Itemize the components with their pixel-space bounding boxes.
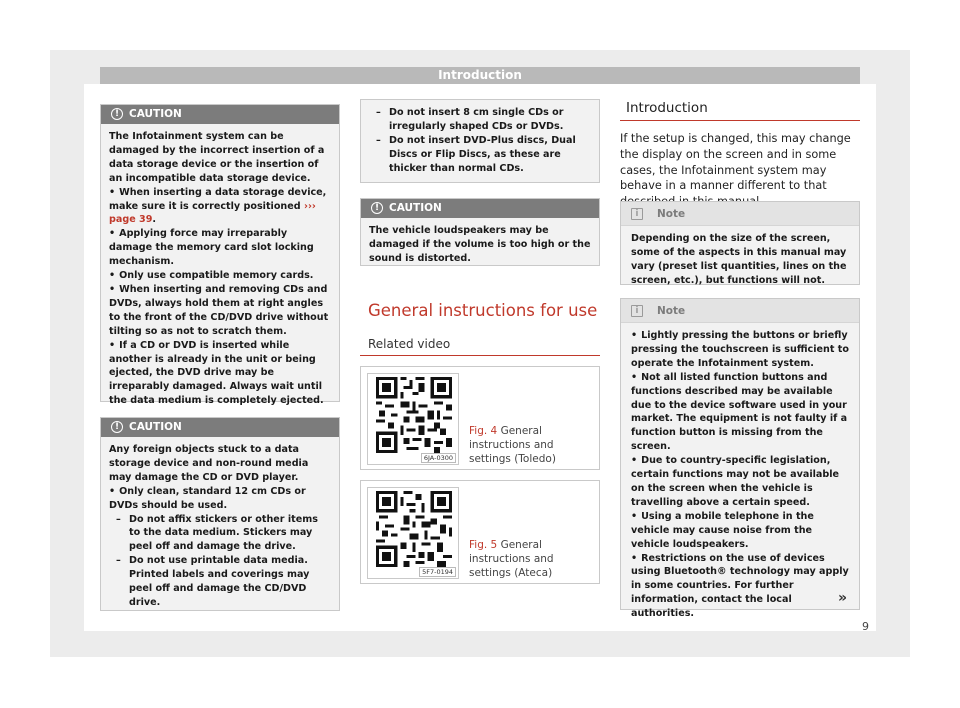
bullet-text: When inserting a data storage device, make sure it is correctly positioned xyxy=(109,186,327,212)
figure-caption-text: General instructions and settings (Ateca) xyxy=(469,539,554,579)
caution-body xyxy=(101,124,339,414)
caution-heading: CAUTION xyxy=(389,202,442,214)
caution-heading: CAUTION xyxy=(129,421,182,433)
bullet-end: . xyxy=(152,214,157,226)
caution-bullet: • Only clean, standard 12 cm CDs or DVDs should be used. xyxy=(109,485,331,513)
info-icon: i xyxy=(631,305,643,317)
warning-icon: ! xyxy=(371,202,383,214)
note-box-general xyxy=(620,298,860,620)
note-bullet: • Restrictions on the use of devices using Bluetooth® technology may apply in some countries. For further information, contact the local authorities. xyxy=(631,552,851,622)
figure-number: Fig. 4 xyxy=(469,425,498,437)
caution-dash-item: – Do not use printable data media. Printed labels and coverings may peel off and damage the CD/DVD drive. xyxy=(109,554,331,610)
caution-body xyxy=(361,218,599,272)
note-body xyxy=(621,323,859,627)
caution-intro: The Infotainment system can be damaged by the incorrect insertion of a data storage device or the insertion of an incompatible data storage device. xyxy=(109,131,325,184)
figure-tag: 6JA-0300 xyxy=(421,453,456,463)
continuation-body xyxy=(361,100,599,182)
figure-5 xyxy=(360,480,600,584)
caution-text: The vehicle loudspeakers may be damaged if the volume is too high or the sound is distorted. xyxy=(369,225,591,264)
page-39-link[interactable]: ››› page 39 xyxy=(109,200,316,226)
figure-caption xyxy=(469,424,594,466)
note-bullet: • Due to country-specific legislation, certain functions may not be available on the screen when the vehicle is travelling above a certain speed. xyxy=(631,454,851,510)
note-header xyxy=(621,202,859,226)
qr-code-frame xyxy=(367,487,459,579)
caution-dash-item: – Do not insert 8 cm single CDs or irregularly shaped CDs or DVDs. xyxy=(369,106,591,134)
introduction-text: If the setup is changed, this may change the display on the screen and in some cases, the Infotainment system may behave in a manner different to that xyxy=(620,132,851,193)
section-title-general: General instructions for use xyxy=(368,301,598,320)
section-title-introduction: Introduction xyxy=(626,100,708,116)
warning-icon: ! xyxy=(111,108,123,120)
caution-header xyxy=(101,105,339,124)
caution-intro: Any foreign objects stuck to a data storage device and non-round media may damage the CD or DVD player. xyxy=(109,444,309,483)
caution-box-data-storage xyxy=(100,104,340,407)
note-text: Depending on the size of the screen, some of the aspects in this manual may vary (preset list quantities, lines on the screen, etc.), but functions will not. xyxy=(631,233,847,286)
caution-dash-item: – Do not affix stickers or other items to the data medium. Stickers may peel off and damage the drive. xyxy=(109,513,331,555)
note-body xyxy=(621,226,859,294)
figure-caption-text: General instructions and settings (Toledo) xyxy=(469,425,556,465)
warning-icon: ! xyxy=(111,421,123,433)
note-heading: Note xyxy=(657,208,686,220)
caution-header xyxy=(101,418,339,437)
qr-code-icon[interactable] xyxy=(376,377,452,453)
note-heading: Note xyxy=(657,305,686,317)
section-rule xyxy=(360,355,600,356)
qr-code-icon[interactable] xyxy=(376,491,452,567)
page-header: Introduction xyxy=(100,67,860,84)
qr-code-frame xyxy=(367,373,459,465)
figure-4 xyxy=(360,366,600,470)
caution-heading: CAUTION xyxy=(129,108,182,120)
info-icon: i xyxy=(631,208,643,220)
caution-bullet xyxy=(109,186,331,228)
page-number: 9 xyxy=(862,620,869,633)
caution-dash-item: – Do not insert DVD-Plus discs, Dual Discs or Flip Discs, as these are thicker than normal CDs. xyxy=(369,134,591,176)
caution-bullet: • If a CD or DVD is inserted while another is already in the unit or being ejected, the DVD drive may be irreparably damaged. Always wait until the data medium is completely ejected. xyxy=(109,339,331,409)
figure-tag: 5F7-0194 xyxy=(419,567,456,577)
caution-bullet: • When inserting and removing CDs and DVDs, always hold them at right angles to the front of the CD/DVD drive without tilting so as not to scratch them. xyxy=(109,283,331,339)
caution-bullet: • Only use compatible memory cards. xyxy=(109,269,331,283)
caution-continuation-box xyxy=(360,99,600,183)
caution-bullet: • Applying force may irreparably damage the memory card slot locking mechanism. xyxy=(109,227,331,269)
note-box-screen-size xyxy=(620,201,860,285)
caution-box-foreign-objects xyxy=(100,417,340,611)
note-bullet: • Using a mobile telephone in the vehicle may cause noise from the vehicle loudspeakers. xyxy=(631,510,851,552)
caution-box-loudspeakers xyxy=(360,198,600,266)
continue-arrow-icon: » xyxy=(838,590,848,606)
section-rule xyxy=(620,120,860,121)
caution-header xyxy=(361,199,599,218)
note-bullet: • Not all listed function buttons and functions described may be available due to the device software used in your market. The equipment is not faulty if a function button is missing from the screen. xyxy=(631,371,851,454)
note-header xyxy=(621,299,859,323)
section-subtitle-related-video: Related video xyxy=(368,337,451,351)
figure-caption xyxy=(469,538,594,580)
figure-number: Fig. 5 xyxy=(469,539,498,551)
note-bullet: • Lightly pressing the buttons or briefly pressing the touchscreen is sufficient to operate the Infotainment system. xyxy=(631,329,851,371)
caution-body xyxy=(101,437,339,616)
